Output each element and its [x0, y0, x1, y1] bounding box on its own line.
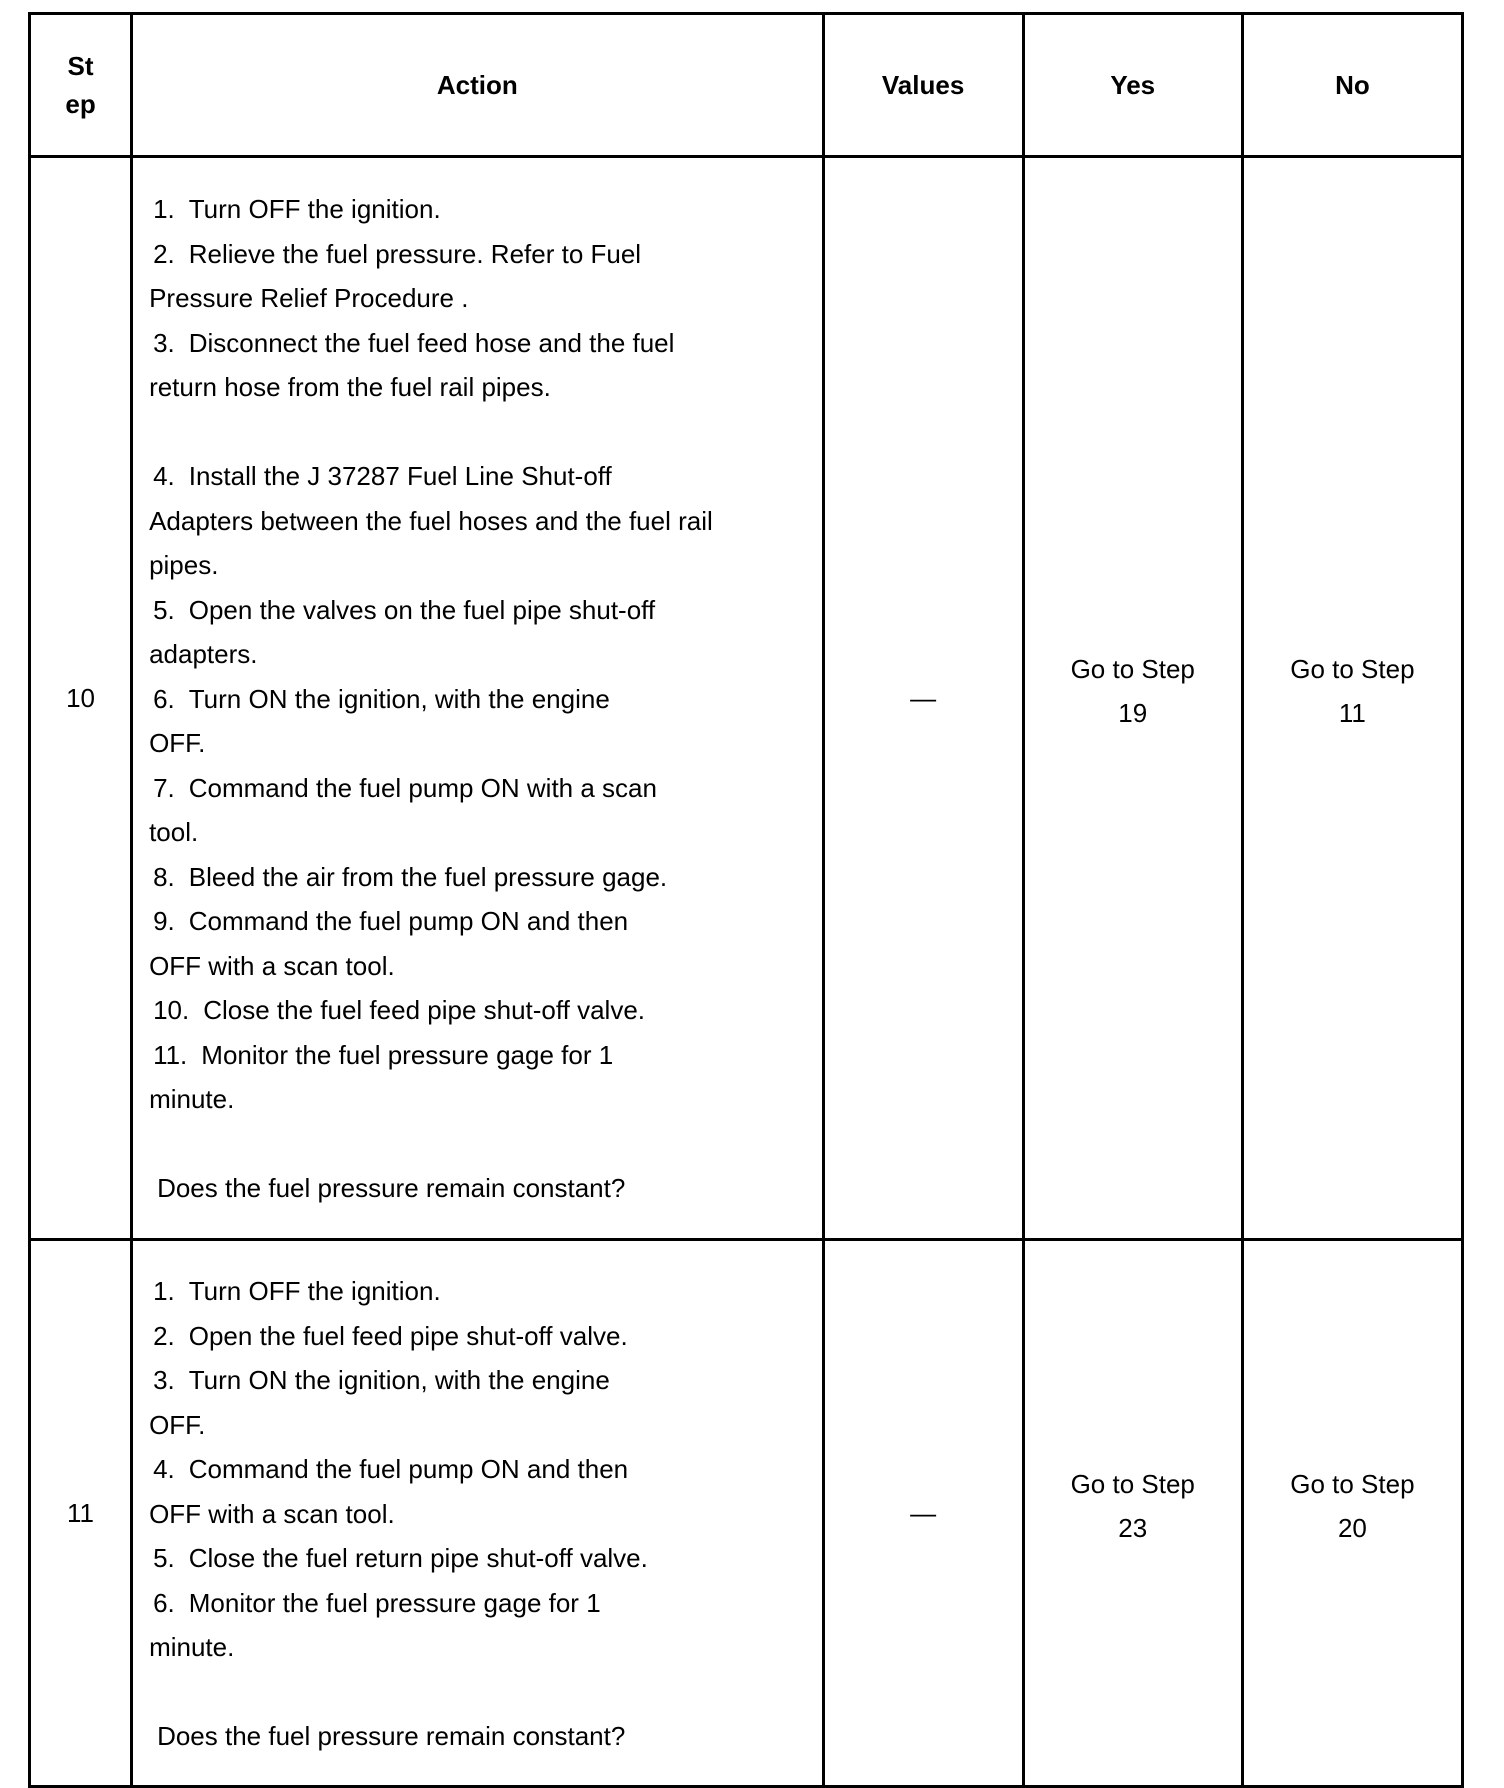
action-text: Turn OFF the ignition.	[188, 194, 441, 225]
action-item	[149, 1536, 801, 1581]
yes-cell[interactable]	[1023, 157, 1242, 1240]
question-text: Does the fuel pressure remain constant?	[157, 1721, 626, 1752]
action-item	[149, 1269, 801, 1314]
action-text: Install the J 37287 Fuel Line Shut-off	[188, 461, 612, 492]
action-text-cont: pipes.	[149, 550, 219, 581]
no-goto-step: 20	[1337, 1513, 1367, 1543]
yes-goto-step: 23	[1118, 1513, 1148, 1543]
action-text: Command the fuel pump ON and then	[188, 906, 629, 937]
action-num: 2.	[153, 238, 175, 269]
action-item	[149, 588, 801, 633]
action-num: 9.	[153, 906, 175, 937]
action-item	[149, 187, 801, 232]
yes-cell[interactable]	[1023, 1240, 1242, 1787]
action-text: Monitor the fuel pressure gage for 1	[188, 1587, 601, 1618]
action-item	[149, 855, 801, 900]
action-text-cont: tool.	[149, 817, 199, 848]
action-text: Close the fuel return pipe shut-off valve.	[188, 1543, 648, 1574]
step-number: 10	[30, 157, 132, 1240]
no-goto-label: Go to Step	[1290, 654, 1415, 684]
spacer	[149, 1122, 801, 1167]
step-number: 11	[30, 1240, 132, 1787]
yes-goto-label: Go to Step	[1070, 654, 1195, 684]
action-num: 6.	[153, 1587, 175, 1618]
action-item	[149, 1581, 801, 1626]
action-text: Close the fuel feed pipe shut-off valve.	[203, 995, 646, 1026]
action-text-cont: minute.	[149, 1632, 235, 1663]
header-action: Action	[132, 14, 823, 157]
values-cell: —	[823, 157, 1023, 1240]
action-item	[149, 1447, 801, 1492]
action-item	[149, 1314, 801, 1359]
diagnostic-table-page	[28, 12, 1464, 1788]
action-item	[149, 988, 801, 1033]
action-text: Command the fuel pump ON and then	[188, 1454, 629, 1485]
action-num: 5.	[153, 594, 175, 625]
action-text: Relieve the fuel pressure. Refer to Fuel	[188, 238, 642, 269]
header-step	[30, 14, 132, 157]
no-cell[interactable]	[1242, 157, 1462, 1240]
action-text: Turn ON the ignition, with the engine	[188, 683, 610, 714]
action-text: Command the fuel pump ON with a scan	[188, 772, 657, 803]
action-num: 5.	[153, 1543, 175, 1574]
action-text-cont: minute.	[149, 1084, 235, 1115]
question-text: Does the fuel pressure remain constant?	[157, 1173, 626, 1204]
action-num: 10.	[153, 995, 190, 1026]
action-text: Turn ON the ignition, with the engine	[188, 1365, 610, 1396]
action-item	[149, 899, 801, 944]
header-values: Values	[823, 14, 1023, 157]
spacer	[149, 1670, 801, 1715]
action-item	[149, 1033, 801, 1078]
header-no: No	[1242, 14, 1462, 157]
action-text: Open the valves on the fuel pipe shut-off	[188, 594, 656, 625]
action-num: 1.	[153, 1276, 175, 1307]
action-num: 4.	[153, 1454, 175, 1485]
action-num: 3.	[153, 327, 175, 358]
action-item	[149, 766, 801, 811]
action-text: Monitor the fuel pressure gage for 1	[201, 1039, 614, 1070]
action-num: 2.	[153, 1320, 175, 1351]
values-cell: —	[823, 1240, 1023, 1787]
action-text-cont: OFF.	[149, 1409, 206, 1440]
action-text-cont: OFF with a scan tool.	[149, 950, 395, 981]
action-cell	[132, 157, 823, 1240]
table-header-row	[30, 14, 1463, 157]
action-num: 7.	[153, 772, 175, 803]
action-text-cont: return hose from the fuel rail pipes.	[149, 372, 551, 403]
action-item	[149, 454, 801, 499]
spacer	[149, 410, 801, 455]
action-text-cont: OFF with a scan tool.	[149, 1498, 395, 1529]
action-num: 6.	[153, 683, 175, 714]
action-text-cont: Adapters between the fuel hoses and the fuel rail	[149, 505, 713, 536]
diagnostic-table	[28, 12, 1464, 1788]
action-text-cont: adapters.	[149, 639, 258, 670]
no-cell[interactable]	[1242, 1240, 1462, 1787]
yes-goto-label: Go to Step	[1070, 1469, 1195, 1499]
action-text-cont: OFF.	[149, 728, 206, 759]
action-num: 11.	[153, 1039, 188, 1070]
table-row	[30, 157, 1463, 1240]
yes-goto-step: 19	[1118, 698, 1148, 728]
table-row	[30, 1240, 1463, 1787]
action-text-cont: Pressure Relief Procedure .	[149, 283, 469, 314]
action-num: 1.	[153, 194, 175, 225]
action-text: Turn OFF the ignition.	[188, 1276, 441, 1307]
no-goto-step: 11	[1338, 698, 1366, 728]
action-num: 8.	[153, 861, 175, 892]
header-step-line1: St	[67, 51, 94, 81]
header-yes: Yes	[1023, 14, 1242, 157]
action-item	[149, 321, 801, 366]
action-num: 3.	[153, 1365, 175, 1396]
header-step-line2: ep	[65, 89, 96, 119]
action-item	[149, 1358, 801, 1403]
action-item	[149, 232, 801, 277]
no-goto-label: Go to Step	[1290, 1469, 1415, 1499]
action-text: Disconnect the fuel feed hose and the fuel	[188, 327, 675, 358]
action-num: 4.	[153, 461, 175, 492]
action-item	[149, 677, 801, 722]
action-text: Bleed the air from the fuel pressure gage.	[188, 861, 668, 892]
action-cell	[132, 1240, 823, 1787]
action-text: Open the fuel feed pipe shut-off valve.	[188, 1320, 628, 1351]
